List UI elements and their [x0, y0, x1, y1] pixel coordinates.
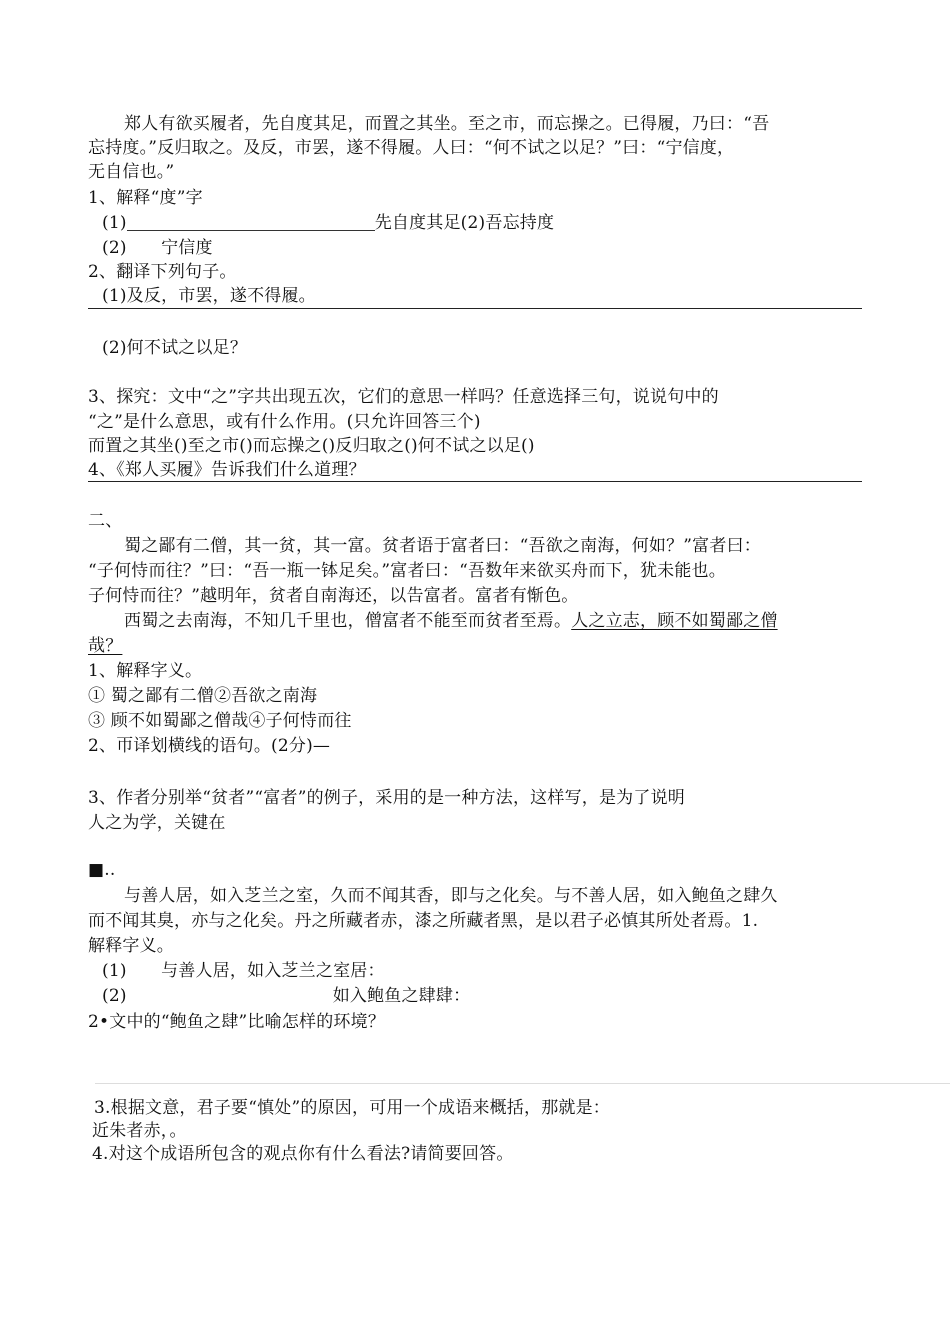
p3-question3-line2: 近朱者赤，。	[92, 1121, 187, 1141]
p1-question1: 1、解释“度”字	[88, 188, 203, 208]
p2-question2: 2、帀译划横线的语句。(2分)—	[88, 736, 331, 756]
underlined-sentence: 人之立志，顾不如蜀鄙之僧	[571, 611, 778, 631]
p3-question4: 4.对这个成语所包含的观点你有什么看法?请简要回答。	[92, 1144, 514, 1164]
p3-question1-b	[102, 984, 470, 1008]
passage2-line2: “子何恃而往？”曰：“吾一瓶一钵足矣。”富者曰：“吾数年来欲买舟而下，犹未能也。	[88, 561, 726, 581]
p1-question4: 4、《郑人买履》告诉我们什么道理？	[88, 460, 366, 480]
passage2-line1: 蜀之鄙有二僧，其一贫，其一富。贫者语于富者曰：“吾欲之南海，何如？”富者曰：	[124, 536, 761, 556]
p1-q1a-text: 先自度其足(2)吾忘持度	[374, 213, 555, 233]
heading-dots: ..	[104, 860, 116, 880]
answer-line	[88, 308, 862, 309]
passage1-line2: 忘持度。”反归取之。及反，市罢，遂不得履。人曰：“何不试之以足？”曰：“宁信度，	[88, 138, 735, 158]
passage2-line4	[124, 609, 778, 633]
p2-question3-line1: 3、作者分别举“贫者”“富者”的例子，采用的是一种方法，这样写，是为了说明	[88, 788, 685, 808]
p1-question2-b: (2)何不试之以足？	[102, 338, 248, 358]
passage2-line3: 子何恃而往？”越明年，贫者自南海还，以告富者。富者有惭色。	[88, 586, 579, 606]
underlined-sentence-end: 哉？	[88, 636, 123, 656]
passage1-line1: 郑人有欲买履者，先自度其足，而置之其坐。至之市，而忘操之。已得履，乃曰：“吾	[124, 114, 770, 134]
p2-question1-b: ③ 顾不如蜀鄙之僧哉④子何恃而往	[88, 711, 352, 731]
p1-question2: 2、翻译下列句子。	[88, 262, 237, 282]
passage1-line3: 无自信也。”	[88, 162, 175, 182]
passage2-line5	[88, 634, 122, 658]
passage3-line1: 与善人居，如入芝兰之室，久而不闻其香，即与之化矣。与不善人居，如入鲍鱼之肆久	[124, 886, 778, 906]
passage2-line4-text: 西蜀之去南海，不知几千里也，僧富者不能至而贫者至焉。	[124, 611, 572, 631]
passage3-line2: 而不闻其臭，亦与之化矣。丹之所藏者赤，漆之所藏者黑，是以君子必慎其所处者焉。1.	[88, 911, 759, 931]
p3-q1b-text: 如入鲍鱼之肆肆：	[332, 986, 471, 1006]
p3-question2: 2•文中的“鲍鱼之肆”比喻怎样的环境？	[88, 1012, 386, 1032]
p3-question1-a: (1) 与善人居，如入芝兰之室居：	[102, 961, 385, 981]
p2-question1: 1、解释字义。	[88, 661, 203, 681]
divider	[95, 1083, 950, 1084]
passage3-line3: 解释字义。	[88, 936, 174, 956]
answer-blank[interactable]	[127, 212, 375, 231]
p3-question3-line1: 3.根据文意，君子要“慎处”的原因，可用一个成语来概括，那就是：	[94, 1098, 611, 1118]
p1-question2-a: (1)及反，市罢，遂不得履。	[102, 286, 316, 306]
section-two-heading: 二、	[88, 511, 123, 531]
square-mark-icon: ■	[88, 860, 105, 880]
p1-question3-line3: 而置之其坐()至之市()而忘操之()反归取之()何不试之以足()	[88, 436, 535, 456]
p3-q1b-number: (2)	[102, 986, 127, 1006]
p1-question1-b: (2) 宁信度	[102, 238, 213, 258]
answer-line	[88, 481, 862, 482]
section-three-heading	[88, 858, 115, 882]
p1-q1a-number: (1)	[102, 213, 127, 233]
p1-question3-line2: “之”是什么意思，或有什么作用。(只允许回答三个)	[88, 412, 481, 432]
p1-question1-a	[102, 211, 554, 235]
p2-question3-line2: 人之为学，关键在	[88, 813, 226, 833]
p2-question1-a: ① 蜀之鄙有二僧②吾欲之南海	[88, 686, 318, 706]
p1-question3-line1: 3、探究：文中“之”字共出现五次，它们的意思一样吗？任意选择三句，说说句中的	[88, 387, 719, 407]
